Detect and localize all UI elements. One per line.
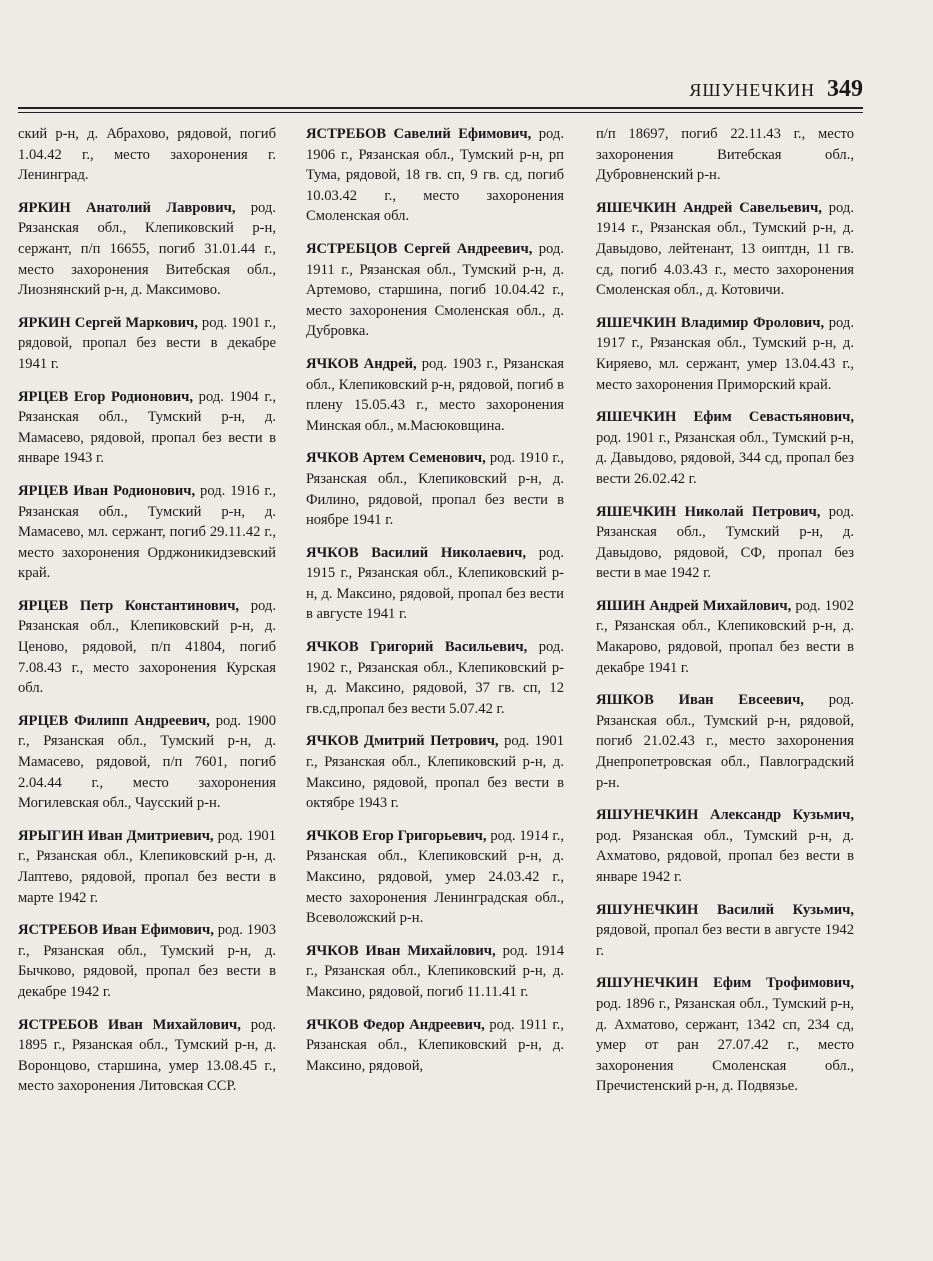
entry-text: род. 1901 г., Рязанская обл., Клепиковский р-н, д. Максино, рядовой, пропал без вести в октябре 1943 г. xyxy=(306,733,564,812)
register-entry xyxy=(596,198,854,301)
running-head-title: ЯШУНЕЧКИН xyxy=(689,80,815,100)
register-entry xyxy=(596,407,854,489)
register-entry xyxy=(306,731,564,813)
register-entry xyxy=(306,543,564,625)
page-header xyxy=(18,70,863,110)
entry-name: ЯЧКОВ Дмитрий Петрович, xyxy=(306,733,499,750)
entry-name: ЯРЦЕВ Петр Константинович, xyxy=(18,597,240,614)
register-entry xyxy=(596,690,854,793)
entry-text: рядовой, пропал без вести в августе 1942 г. xyxy=(596,922,854,959)
register-entry xyxy=(596,124,854,186)
entry-text: род. 1896 г., Рязанская обл., Тумский р-н, д. Ахматово, сержант, 1342 сп, 234 сд, умер от ран 27.07.42 г., место захоронения Смоленская обл., Пречистенский р-н, д. Подвязье. xyxy=(596,995,854,1095)
register-entry xyxy=(306,826,564,929)
register-entry xyxy=(596,973,854,1097)
register-entry xyxy=(18,826,276,908)
register-entry xyxy=(18,1015,276,1097)
entry-name: ЯСТРЕБОВ Иван Михайлович, xyxy=(18,1016,241,1033)
entry-text: род. 1917 г., Рязанская обл., Тумский р-н, д. Киряево, мл. сержант, умер 13.04.43 г., место захоронения Приморский край. xyxy=(596,314,854,393)
entry-text: род. 1915 г., Рязанская обл., Клепиковский р-н, д. Максино, рядовой, пропал без вести в августе 1941 г. xyxy=(306,544,564,623)
entry-name: ЯШКОВ Иван Евсеевич, xyxy=(596,692,804,709)
text-columns xyxy=(18,124,863,1224)
page-number: 349 xyxy=(827,76,863,102)
entry-text: род. 1904 г., Рязанская обл., Тумский р-н, д. Мамасево, рядовой, пропал без вести в январе 1943 г. xyxy=(18,388,276,467)
running-head xyxy=(689,76,863,103)
entry-text: род. 1910 г., Рязанская обл., Клепиковский р-н, д. Филино, рядовой, пропал без вести в ноябре 1941 г. xyxy=(306,450,564,529)
column-3 xyxy=(596,124,854,1109)
entry-name: ЯЧКОВ Григорий Васильевич, xyxy=(306,639,528,656)
entry-name: ЯШУНЕЧКИН Василий Кузьмич, xyxy=(596,901,854,918)
register-entry xyxy=(18,920,276,1002)
entry-text: п/п 18697, погиб 22.11.43 г., место захоронения Витебская обл., Дубровненский р-н. xyxy=(596,126,854,184)
entry-name: ЯЧКОВ Егор Григорьевич, xyxy=(306,827,487,844)
entry-name: ЯРЦЕВ Иван Родионович, xyxy=(18,482,196,499)
entry-text: род. 1901 г., Рязанская обл., Тумский р-н, д. Давыдово, рядовой, 344 сд, пропал без вести 26.02.42 г. xyxy=(596,429,854,487)
register-entry xyxy=(596,502,854,584)
column-2 xyxy=(306,124,564,1088)
entry-name: ЯШЕЧКИН Николай Петрович, xyxy=(596,503,821,520)
entry-name: ЯРКИН Анатолий Лаврович, xyxy=(18,199,236,216)
entry-text: род. 1900 г., Рязанская обл., Тумский р-н, д. Мамасево, рядовой, п/п 7601, погиб 2.04.44 г., место захоронения Могилевская обл., Чаусский р-н. xyxy=(18,712,277,812)
entry-name: ЯЧКОВ Артем Семенович, xyxy=(306,450,486,467)
entry-name: ЯШИН Андрей Михайлович, xyxy=(596,597,792,614)
register-entry xyxy=(306,1015,564,1077)
entry-name: ЯРЦЕВ Егор Родионович, xyxy=(18,388,193,405)
entry-text: род. 1902 г., Рязанская обл., Клепиковский р-н, д. Максино, рядовой, 37 гв. сп, 12 гв.сд,пропал без вести 5.07.42 г. xyxy=(306,639,564,717)
entry-text: род. 1911 г., Рязанская обл., Тумский р-н, д. Артемово, старшина, погиб 10.04.42 г., место захоронения Смоленская обл., д. Дубровка. xyxy=(306,240,564,340)
entry-text: род. 1903 г., Рязанская обл., Клепиковский р-н, рядовой, погиб в плену 15.05.43 г., место захоронения Минская обл., м.Масюковщина. xyxy=(306,355,564,434)
entry-text: род. 1914 г., Рязанская обл., Клепиковский р-н, д. Максино, рядовой, погиб 11.11.41 г. xyxy=(306,942,564,1000)
entry-text: род. 1906 г., Рязанская обл., Тумский р-н, рп Тума, рядовой, 18 гв. сп, 9 гв. сд, погиб 10.03.42 г., место захоронения Смоленская обл. xyxy=(306,126,564,225)
entry-name: ЯРЦЕВ Филипп Андреевич, xyxy=(18,712,210,729)
entry-text: род. 1901 г., Рязанская обл., Клепиковский р-н, д. Лаптево, рядовой, пропал без вести в марте 1942 г. xyxy=(18,827,276,906)
entry-name: ЯЧКОВ Андрей, xyxy=(306,355,417,372)
entry-name: ЯРКИН Сергей Маркович, xyxy=(18,314,198,331)
entry-name: ЯСТРЕБОВ Иван Ефимович, xyxy=(18,922,214,939)
register-entry xyxy=(596,313,854,395)
register-entry xyxy=(306,941,564,1003)
entry-text: род. Рязанская обл., Тумский р-н, д. Ахматово, рядовой, пропал без вести в январе 1942 г. xyxy=(596,827,854,885)
entry-text: род. 1903 г., Рязанская обл., Тумский р-н, д. Бычково, рядовой, пропал без вести в декабре 1942 г. xyxy=(18,922,276,1000)
entry-name: ЯЧКОВ Иван Михайлович, xyxy=(306,942,496,959)
register-entry xyxy=(18,387,276,469)
register-entry xyxy=(18,198,276,301)
entry-text: род. 1911 г., Рязанская обл., Клепиковский р-н, д. Максино, рядовой, xyxy=(306,1016,564,1074)
register-entry xyxy=(596,805,854,887)
entry-name: ЯСТРЕБОВ Савелий Ефимович, xyxy=(306,126,532,142)
entry-text: род. 1916 г., Рязанская обл., Тумский р-н, д. Мамасево, мл. сержант, погиб 29.11.42 г., место захоронения Орджоникидзевский край. xyxy=(18,482,276,582)
entry-text: род. 1902 г., Рязанская обл., Клепиковский р-н, д. Макарово, рядовой, пропал без вести в декабре 1941 г. xyxy=(596,597,854,676)
entry-text: род. 1901 г., рядовой, пропал без вести в декабре 1941 г. xyxy=(18,314,276,372)
entry-text: род. 1914 г., Рязанская обл., Тумский р-н, д. Давыдово, лейтенант, 13 оиптдн, 11 гв. сд, погиб 4.03.43 г., место захоронения Смоленская обл., д. Котовичи. xyxy=(596,199,854,299)
register-entry xyxy=(306,448,564,530)
entry-name: ЯРЫГИН Иван Дмитриевич, xyxy=(18,827,214,844)
entry-text: род. Рязанская обл., Клепиковский р-н, д. Ценово, рядовой, п/п 41804, погиб 7.08.43 г., место захоронения Курская обл. xyxy=(18,597,276,697)
header-rule-thick xyxy=(18,107,863,109)
entry-text: род. 1914 г., Рязанская обл., Клепиковский р-н, д. Максино, рядовой, умер 24.03.42 г., место захоронения Ленинградская обл., Всеволожский р-н. xyxy=(306,827,564,927)
register-entry xyxy=(18,596,276,699)
entry-name: ЯШУНЕЧКИН Александр Кузьмич, xyxy=(596,807,854,824)
register-entry xyxy=(596,900,854,962)
entry-name: ЯШЕЧКИН Ефим Севастьянович, xyxy=(596,409,854,426)
register-entry xyxy=(18,313,276,375)
register-entry xyxy=(18,124,276,186)
entry-text: род. Рязанская обл., Клепиковский р-н, сержант, п/п 16655, погиб 31.01.44 г., место захоронения Витебская обл., Лиознянский р-н, д. Максимово. xyxy=(18,199,276,299)
entry-name: ЯШЕЧКИН Владимир Фролович, xyxy=(596,314,825,331)
register-entry xyxy=(306,239,564,342)
column-1 xyxy=(18,124,276,1109)
entry-name: ЯСТРЕБЦОВ Сергей Андреевич, xyxy=(306,240,533,257)
entry-name: ЯЧКОВ Федор Андреевич, xyxy=(306,1016,485,1033)
register-entry xyxy=(306,637,564,719)
header-rule-thin xyxy=(18,112,863,113)
register-entry xyxy=(596,596,854,678)
entry-text: род. Рязанская обл., Тумский р-н, д. Давыдово, рядовой, СФ, пропал без вести в мае 1942 г. xyxy=(596,503,854,582)
entry-name: ЯШУНЕЧКИН Ефим Трофимович, xyxy=(596,975,854,992)
register-entry xyxy=(306,354,564,436)
entry-text: ский р-н, д. Абрахово, рядовой, погиб 1.04.42 г., место захоронения г. Ленинград. xyxy=(18,126,276,184)
entry-text: род. 1895 г., Рязанская обл., Тумский р-н, д. Воронцово, старшина, умер 13.08.45 г., место захоронения Литовская ССР. xyxy=(18,1016,276,1095)
entry-name: ЯЧКОВ Василий Николаевич, xyxy=(306,544,527,561)
entry-name: ЯШЕЧКИН Андрей Савельевич, xyxy=(596,199,822,216)
register-entry xyxy=(18,711,276,814)
register-entry xyxy=(306,124,564,227)
entry-text: род. Рязанская обл., Тумский р-н, рядовой, погиб 21.02.43 г., место захоронения Днепропетровская обл., Павлоградский р-н. xyxy=(596,692,854,791)
register-entry xyxy=(18,481,276,584)
